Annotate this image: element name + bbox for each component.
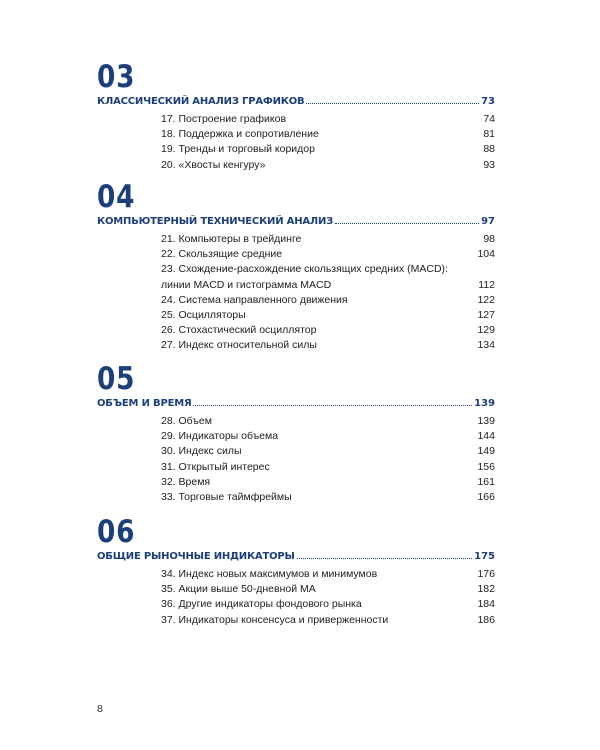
part-heading[interactable] — [97, 214, 495, 227]
chapter-list — [161, 232, 495, 354]
chapter-item[interactable] — [161, 567, 495, 582]
chapter-title: 35. Акции выше 50-дневной МА — [161, 583, 316, 596]
part-page: 73 — [481, 96, 495, 107]
page-number: 8 — [97, 703, 103, 715]
chapter-item[interactable] — [161, 582, 495, 597]
chapter-list — [161, 414, 495, 505]
chapter-title: 33. Торговые таймфреймы — [161, 491, 292, 504]
chapter-title: 28. Объем — [161, 415, 212, 427]
dot-leader — [193, 396, 472, 406]
chapter-page: 186 — [477, 613, 495, 626]
chapter-item[interactable] — [161, 338, 495, 353]
chapter-page: 144 — [477, 430, 495, 443]
part-heading[interactable] — [97, 396, 495, 409]
chapter-item[interactable] — [161, 262, 495, 292]
chapter-title: 36. Другие индикаторы фондового рынка — [161, 598, 362, 611]
chapter-page: 127 — [477, 309, 495, 322]
chapter-page: 74 — [483, 113, 495, 125]
part-heading[interactable] — [97, 94, 495, 107]
chapter-item[interactable] — [161, 490, 495, 505]
part-title: ОБЪЕМ И ВРЕМЯ — [97, 398, 192, 409]
chapter-title: 23. Схождение-расхождение скользящих средних (MACD): линии MACD и гистограмма MACD — [161, 263, 448, 291]
toc-section-06 — [97, 514, 495, 628]
chapter-page: 88 — [483, 143, 495, 156]
chapter-page: 134 — [477, 339, 495, 352]
chapter-title: 22. Скользящие средние — [161, 248, 283, 261]
part-page: 97 — [481, 216, 495, 227]
part-number: 06 — [97, 514, 136, 550]
chapter-page: 182 — [477, 583, 495, 596]
chapter-item[interactable] — [161, 293, 495, 308]
chapter-title: 25. Осцилляторы — [161, 309, 246, 322]
toc-section-05 — [97, 361, 495, 505]
chapter-page: 156 — [477, 460, 495, 473]
chapter-title: 27. Индекс относительной силы — [161, 339, 317, 352]
part-title: КОМПЬЮТЕРНЫЙ ТЕХНИЧЕСКИЙ АНАЛИЗ — [97, 216, 334, 227]
chapter-page: 122 — [477, 293, 495, 306]
chapter-item[interactable] — [161, 158, 495, 173]
chapter-item[interactable] — [161, 232, 495, 247]
chapter-item[interactable] — [161, 613, 495, 628]
chapter-item[interactable] — [161, 475, 495, 490]
part-title: ОБЩИЕ РЫНОЧНЫЕ ИНДИКАТОРЫ — [97, 551, 295, 562]
chapter-item[interactable] — [161, 112, 495, 127]
part-number: 03 — [97, 59, 136, 95]
chapter-page: 98 — [483, 233, 495, 245]
chapter-item[interactable] — [161, 142, 495, 157]
chapter-page: 112 — [478, 278, 495, 291]
toc-section-04 — [97, 179, 495, 354]
chapter-list — [161, 567, 495, 628]
chapter-title: 19. Тренды и торговый коридор — [161, 143, 315, 156]
chapter-title: 17. Построение графиков — [161, 113, 287, 125]
chapter-page: 93 — [483, 158, 495, 171]
chapter-item[interactable] — [161, 247, 495, 262]
chapter-item[interactable] — [161, 444, 495, 459]
chapter-item[interactable] — [161, 308, 495, 323]
chapter-item[interactable] — [161, 597, 495, 612]
chapter-title: 24. Система направленного движения — [161, 293, 348, 306]
chapter-page: 81 — [483, 128, 495, 141]
dot-leader — [297, 549, 472, 559]
chapter-title: 18. Поддержка и сопротивление — [161, 128, 319, 141]
chapter-title: 32. Время — [161, 475, 211, 488]
chapter-page: 104 — [477, 248, 495, 261]
part-page: 175 — [474, 551, 495, 562]
chapter-title: 21. Компьютеры в трейдинге — [161, 233, 302, 245]
part-title: КЛАССИЧЕСКИЙ АНАЛИЗ ГРАФИКОВ — [97, 96, 305, 107]
chapter-title: 37. Индикаторы консенсуса и приверженности — [161, 613, 389, 626]
dot-leader — [306, 94, 479, 104]
part-number: 05 — [97, 361, 136, 397]
chapter-item[interactable] — [161, 127, 495, 142]
chapter-title: 31. Открытый интерес — [161, 460, 270, 473]
dot-leader — [335, 214, 479, 224]
chapter-page: 161 — [477, 475, 495, 488]
part-page: 139 — [474, 398, 495, 409]
chapter-title: 30. Индекс силы — [161, 445, 242, 458]
chapter-page: 139 — [477, 415, 495, 427]
chapter-list — [161, 112, 495, 173]
chapter-title: 26. Стохастический осциллятор — [161, 324, 317, 337]
part-heading[interactable] — [97, 549, 495, 562]
chapter-page: 149 — [477, 445, 495, 458]
chapter-page: 129 — [477, 324, 495, 337]
chapter-item[interactable] — [161, 429, 495, 444]
chapter-page: 184 — [477, 598, 495, 611]
chapter-title: 34. Индекс новых максимумов и минимумов — [161, 568, 378, 580]
chapter-item[interactable] — [161, 414, 495, 429]
toc-section-03 — [97, 59, 495, 173]
chapter-page: 166 — [477, 491, 495, 504]
part-number: 04 — [97, 179, 136, 215]
chapter-title: 20. «Хвосты кенгуру» — [161, 158, 266, 171]
chapter-title: 29. Индикаторы объема — [161, 430, 279, 443]
chapter-item[interactable] — [161, 323, 495, 338]
chapter-item[interactable] — [161, 460, 495, 475]
chapter-page: 176 — [477, 568, 495, 580]
